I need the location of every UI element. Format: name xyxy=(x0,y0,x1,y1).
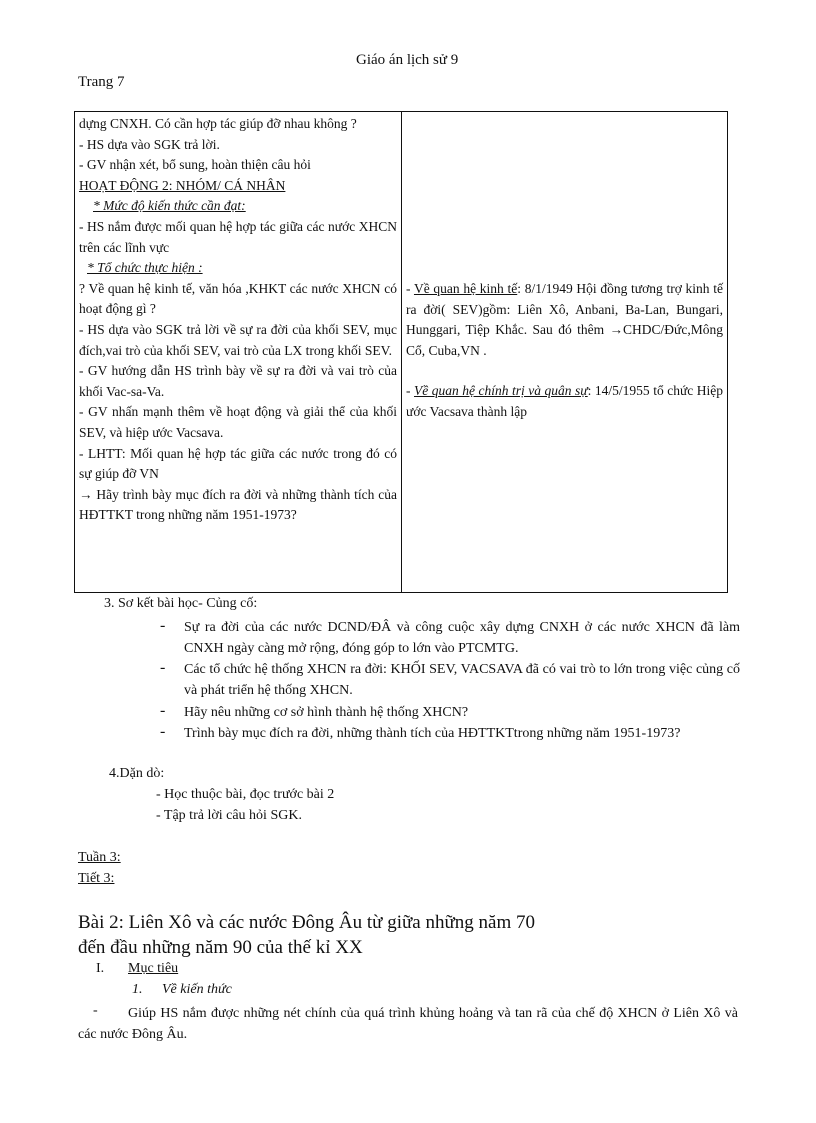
text-line: - HS dựa vào SGK trả lời. xyxy=(79,136,220,152)
text-line: - HS nắm được mối quan hệ hợp tác giữa các nước XHCN trên các lĩnh vực xyxy=(79,218,397,255)
lesson-title-line1: Bài 2: Liên Xô và các nước Đông Âu từ giữa những năm 70 xyxy=(78,912,536,933)
organization-heading: * Tổ chức thực hiện : xyxy=(87,260,203,276)
activity-heading: HOẠT ĐỘNG 2: NHÓM/ CÁ NHÂN xyxy=(79,177,286,193)
pol-label: Về quan hệ chính trị và quân sự xyxy=(414,383,588,399)
text-line: - GV hướng dẫn HS trình bày về sự ra đời và vai trò của khối Vac-sa-Va. xyxy=(79,363,397,399)
summary-heading: 3. Sơ kết bài học- Củng cố: xyxy=(104,596,258,611)
homework-item: - Tập trả lời câu hỏi SGK. xyxy=(156,808,302,823)
section-number: I. xyxy=(96,961,105,976)
pol-text: : 14/5/1955 tổ chức Hiệp ước Vacsava thành lập xyxy=(406,383,724,419)
goal-text: Giúp HS nắm được những nét chính của quá trình khủng hoảng và tan rã của chế độ XHCN ở Liên Xô và các nước Đông Âu. xyxy=(78,1006,738,1042)
lesson-table xyxy=(74,111,728,593)
economic-relations: - Về quan hệ kinh tế: 8/1/1949 Hội đồng tương trợ kinh tế ra đời( SEV)gồm: Liên Xô, Anbani, Ba-Lan, Bungari, Hunggari, Tiệp Khắc. Sau đó thêm →CHDC/Đức,Mông Cổ, Cuba,VN . xyxy=(406,281,724,358)
goal-dash: - xyxy=(93,1003,98,1018)
text-line: - HS dựa vào SGK trả lời về sự ra đời của khối SEV, mục đích,vai trò của khối SEV, vai trò của LX trong khối SEV. xyxy=(79,321,397,358)
subsection-heading: Về kiến thức xyxy=(162,982,232,997)
knowledge-heading: * Mức độ kiến thức cần đạt: xyxy=(93,198,246,214)
period-label: Tiết 3: xyxy=(78,871,115,886)
political-relations: - Về quan hệ chính trị và quân sự: 14/5/1955 tổ chức Hiệp ước Vacsava thành lập xyxy=(406,383,724,419)
section-heading: Mục tiêu xyxy=(128,961,179,976)
econ-label: Về quan hệ kinh tế xyxy=(413,281,518,296)
bullet-text: Hãy nêu những cơ sở hình thành hệ thống XHCN? xyxy=(184,705,469,720)
bullet-text: Các tổ chức hệ thống XHCN ra đời: KHỐI SEV, VACSAVA đã có vai trò to lớn trong việc củng cố và phát triển hệ thống XHCN. xyxy=(184,662,740,698)
week-label: Tuần 3: xyxy=(78,850,121,865)
text-line: dựng CNXH. Có cần hợp tác giúp đỡ nhau không ? xyxy=(79,116,357,131)
page-number: Trang 7 xyxy=(78,74,125,90)
lesson-title-line2: đến đầu những năm 90 của thế kỉ XX xyxy=(78,937,363,958)
bullet-text: Sự ra đời của các nước DCND/ĐÂ và công cuộc xây dựng CNXH ở các nước XHCN đã làm CNXH ngày càng mở rộng, đóng góp to lớn vào PTCMTG. xyxy=(184,620,740,656)
econ-text: : 8/1/1949 Hội đồng tương trợ kinh tế ra đời( SEV)gồm: Liên Xô, Anbani, Ba-Lan, Bungari, Hunggari, Tiệp Khắc. Sau đó thêm →CHDC/Đức,Mông Cổ, Cuba,VN . xyxy=(406,281,724,358)
homework-heading: 4.Dặn dò: xyxy=(109,766,165,781)
header-title: Giáo án lịch sử 9 xyxy=(356,52,459,68)
text-line: - GV nhấn mạnh thêm về hoạt động và giải thể của khối SEV, và hiệp ước Vacsava. xyxy=(79,404,397,440)
text-line: - GV nhận xét, bổ sung, hoàn thiện câu hỏi xyxy=(79,157,311,173)
activities-cell xyxy=(75,112,402,593)
text-line: - LHTT: Mối quan hệ hợp tác giữa các nước trong đó có sự giúp đỡ VN xyxy=(79,445,397,482)
text-line: ? Về quan hệ kinh tế, văn hóa ,KHKT các nước XHCN có hoạt động gì ? xyxy=(79,280,397,317)
text-line: → Hãy trình bày mục đích ra đời và những thành tích của HĐTTKT trong những năm 1951-1973? xyxy=(79,486,397,523)
subsection-number: 1. xyxy=(132,982,143,997)
bullet-text: Trình bày mục đích ra đời, những thành tích của HĐTTKTtrong những năm 1951-1973? xyxy=(184,726,681,741)
homework-item: - Học thuộc bài, đọc trước bài 2 xyxy=(156,787,335,802)
content-cell xyxy=(402,112,728,593)
